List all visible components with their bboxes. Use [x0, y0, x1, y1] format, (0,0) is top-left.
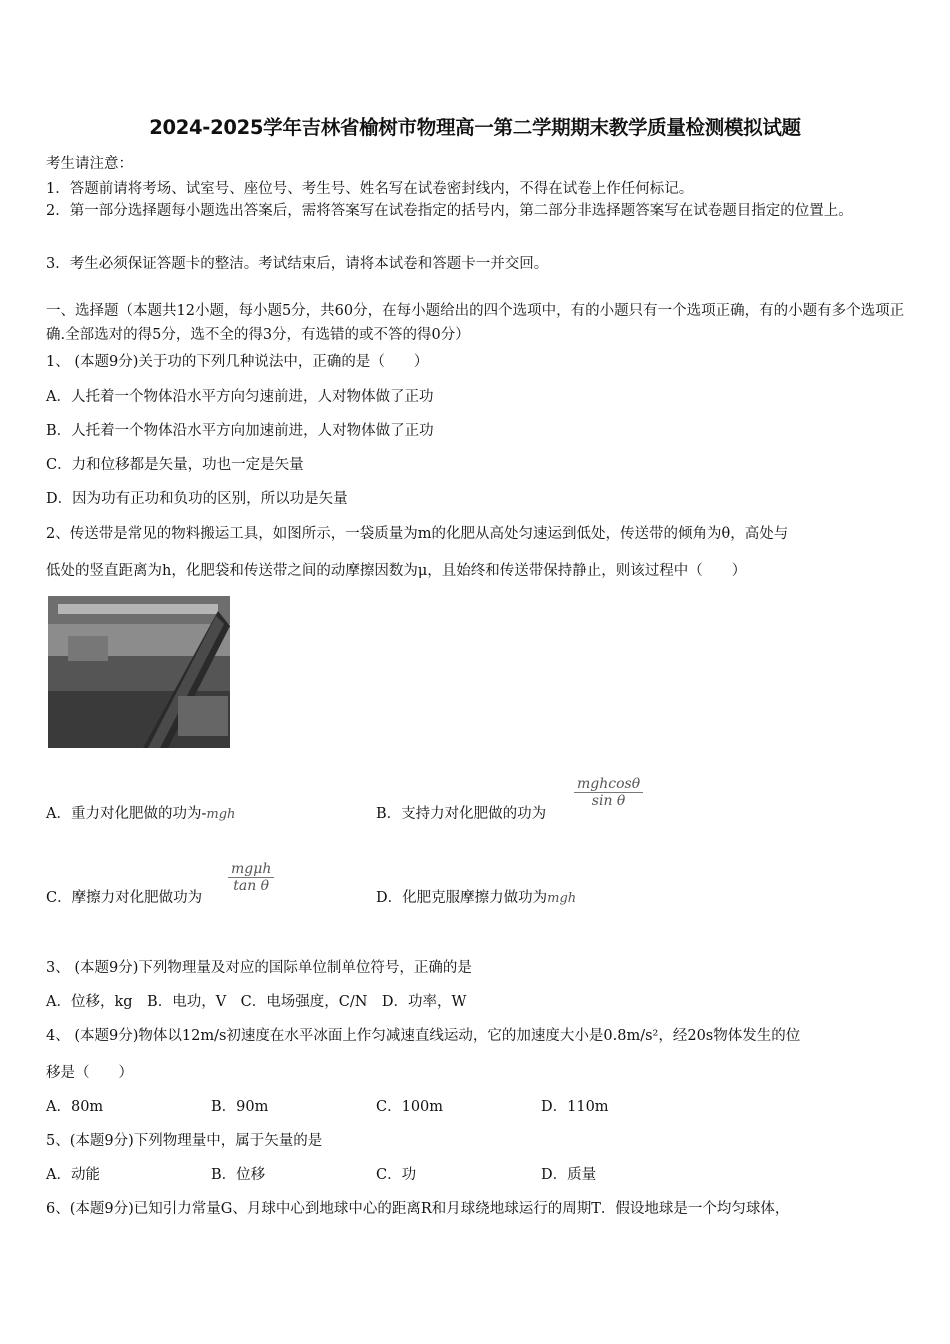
q1-option-d: D．因为功有正功和负功的区别，所以功是矢量: [46, 491, 348, 507]
q2-option-c-fraction: [228, 861, 274, 894]
q2-option-b-numerator: mghcosθ: [574, 776, 643, 793]
q2-option-b-denominator: sin θ: [591, 793, 626, 809]
q2-option-a-math: mgh: [206, 807, 236, 822]
q4-stem-line2: 移是（ ）: [46, 1065, 133, 1081]
q2-stem-line2: 低处的竖直距离为h，化肥袋和传送带之间的动摩擦因数为μ，且始终和传送带保持静止，则该过程中（ ）: [46, 563, 747, 579]
q3-stem: 3、 (本题9分)下列物理量及对应的国际单位制单位符号，正确的是: [46, 960, 472, 976]
conveyor-belt-illustration: [48, 596, 230, 748]
q2-option-a: [46, 802, 235, 823]
q2-stem-line1: 2、传送带是常见的物料搬运工具，如图所示，一袋质量为m的化肥从高处匀速运到低处，传送带的倾角为θ，高处与: [46, 526, 789, 542]
q4-stem-line1: 4、 (本题9分)物体以12m/s初速度在水平冰面上作匀减速直线运动，它的加速度大小是0.8m/s²，经20s物体发生的位: [46, 1028, 801, 1044]
q5-option-d: D．质量: [541, 1167, 597, 1183]
q2-option-d-text: D．化肥克服摩擦力做功为: [376, 890, 548, 906]
notice-item-1: 1．答题前请将考场、试室号、座位号、考生号、姓名写在试卷密封线内，不得在试卷上作任何标记。: [46, 181, 694, 197]
q1-option-b: B．人托着一个物体沿水平方向加速前进，人对物体做了正功: [46, 423, 434, 439]
conveyor-belt-photo: [48, 596, 230, 748]
q6-stem: 6、(本题9分)已知引力常量G、月球中心到地球中心的距离R和月球绕地球运行的周期T．假设地球是一个均匀球体，: [46, 1201, 790, 1217]
q5-option-a: A．动能: [46, 1167, 100, 1183]
q2-option-c-text: C．摩擦力对化肥做功为: [46, 890, 203, 906]
q2-option-d-math: mgh: [547, 891, 577, 906]
q4-option-d: D．110m: [541, 1099, 609, 1115]
notice-heading: 考生请注意：: [46, 156, 133, 172]
q5-option-c: C．功: [376, 1167, 417, 1183]
q3-options: A．位移，kg B．电功，V C．电场强度，C/N D．功率，W: [46, 994, 467, 1010]
q2-option-a-text: A．重力对化肥做的功为-: [46, 806, 207, 822]
q4-option-a: A．80m: [46, 1099, 104, 1115]
q4-option-c: C．100m: [376, 1099, 444, 1115]
q4-option-b: B．90m: [211, 1099, 269, 1115]
notice-item-3: 3．考生必须保证答题卡的整洁。考试结束后，请将本试卷和答题卡一并交回。: [46, 256, 549, 272]
notice-item-2: 2．第一部分选择题每小题选出答案后，需将答案写在试卷指定的括号内，第二部分非选择题答案写在试卷题目指定的位置上。: [46, 203, 853, 219]
q5-stem: 5、(本题9分)下列物理量中，属于矢量的是: [46, 1133, 323, 1149]
q2-option-c-denominator: tan θ: [233, 878, 270, 894]
q1-option-a: A．人托着一个物体沿水平方向匀速前进，人对物体做了正功: [46, 389, 434, 405]
q2-option-c-numerator: mgμh: [228, 861, 274, 878]
q1-stem: 1、 (本题9分)关于功的下列几种说法中，正确的是（ ）: [46, 354, 429, 370]
q1-option-c: C．力和位移都是矢量，功也一定是矢量: [46, 457, 304, 473]
q2-option-b-text: B．支持力对化肥做的功为: [376, 806, 547, 822]
q2-option-d: [376, 886, 576, 907]
page-title: 2024-2025学年吉林省榆树市物理高一第二学期期末教学质量检测模拟试题: [149, 116, 801, 139]
q5-option-b: B．位移: [211, 1167, 266, 1183]
q2-option-b-fraction: [574, 776, 643, 809]
section-intro: 一、选择题（本题共12小题，每小题5分，共60分，在每小题给出的四个选项中，有的小题只有一个选项正确，有的小题有多个选项正确.全部选对的得5分，选不全的得3分，有选错的或不答的得0分）: [46, 303, 905, 343]
